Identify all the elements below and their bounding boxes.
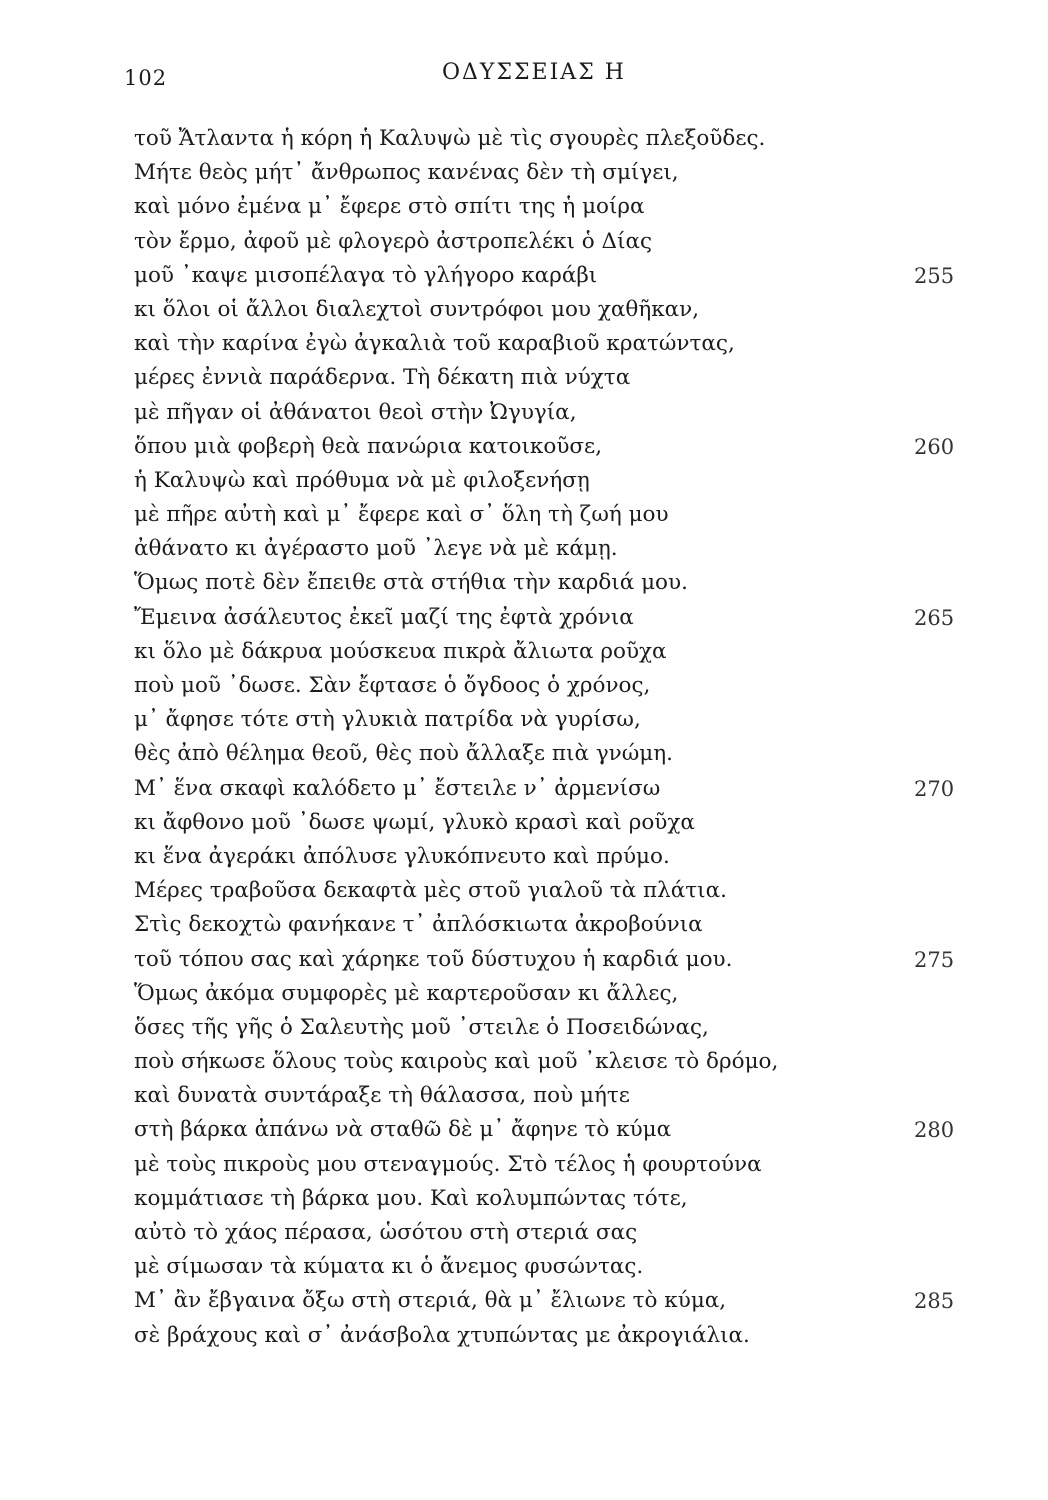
verse-text: Ἔμεινα ἀσάλευτος ἐκεῖ μαζί της ἐφτὰ χρόνια xyxy=(134,604,634,630)
verse-text: καὶ δυνατὰ συντάραξε τὴ θάλασσα, ποὺ μήτε xyxy=(134,1083,630,1109)
verse-line xyxy=(134,703,974,737)
page-number: 102 xyxy=(124,66,168,90)
verse-text: κι ἕνα ἀγεράκι ἀπόλυσε γλυκόπνευτο καὶ πρύμο. xyxy=(134,843,670,869)
verse-text: ἡ Καλυψὼ καὶ πρόθυμα νὰ μὲ φιλοξενήσῃ xyxy=(134,467,590,493)
verse-line xyxy=(134,601,974,635)
verse-text: κι ὅλοι οἱ ἄλλοι διαλεχτοὶ συντρόφοι μου χαθῆκαν, xyxy=(134,296,700,322)
verse-line xyxy=(134,464,974,498)
verse-text: καὶ μόνο ἐμένα μ᾿ ἔφερε στὸ σπίτι της ἡ μοίρα xyxy=(134,194,645,220)
verse-line xyxy=(134,293,974,327)
verse-line xyxy=(134,806,974,840)
verse-line xyxy=(134,737,974,771)
verse-line xyxy=(134,1250,974,1284)
verse-line xyxy=(134,430,974,464)
verse-line xyxy=(134,156,974,190)
verse-text: Μ᾿ ἂν ἔβγαινα ὄξω στὴ στεριά, θὰ μ᾿ ἔλιωνε τὸ κύμα, xyxy=(134,1288,727,1314)
verse-line xyxy=(134,532,974,566)
verse-line xyxy=(134,1045,974,1079)
verse-line xyxy=(134,669,974,703)
verse-line xyxy=(134,396,974,430)
verse-text: ποὺ σήκωσε ὅλους τοὺς καιροὺς καὶ μοῦ ᾿κλεισε τὸ δρόμο, xyxy=(134,1049,779,1075)
verse-line xyxy=(134,1216,974,1250)
verse-line xyxy=(134,122,974,156)
line-number: 270 xyxy=(914,776,955,801)
line-number: 260 xyxy=(914,434,955,459)
verse-line xyxy=(134,566,974,600)
verse-text: σὲ βράχους καὶ σ᾿ ἀνάσβολα χτυπώντας με ἀκρογιάλια. xyxy=(134,1322,750,1348)
verse-line xyxy=(134,190,974,224)
verse-text: κι ἄφθονο μοῦ ᾿δωσε ψωμί, γλυκὸ κρασὶ καὶ ροῦχα xyxy=(134,809,695,835)
verse-line xyxy=(134,1011,974,1045)
verse-line xyxy=(134,1284,974,1318)
verse-line xyxy=(134,977,974,1011)
verse-line xyxy=(134,259,974,293)
verse-line xyxy=(134,635,974,669)
verse-text: μέρες ἐννιὰ παράδερνα. Τὴ δέκατη πιὰ νύχτα xyxy=(134,365,631,391)
verse-text: μὲ τοὺς πικροὺς μου στεναγμούς. Στὸ τέλος ἡ φουρτούνα xyxy=(134,1151,762,1177)
verse-line xyxy=(134,874,974,908)
verse-text: ποὺ μοῦ ᾿δωσε. Σὰν ἔφτασε ὁ ὄγδοος ὁ χρόνος, xyxy=(134,673,651,698)
verse-text: θὲς ἀπὸ θέλημα θεοῦ, θὲς ποὺ ἄλλαξε πιὰ γνώμη. xyxy=(134,741,673,767)
verse-text: μὲ πῆρε αὐτὴ καὶ μ᾿ ἔφερε καὶ σ᾿ ὅλη τὴ ζωή μου xyxy=(134,502,669,528)
verse-text: Στὶς δεκοχτὼ φανήκανε τ᾿ ἀπλόσκιωτα ἀκροβούνια xyxy=(134,912,703,938)
verse-line xyxy=(134,225,974,259)
verse-text: μ᾿ ἄφησε τότε στὴ γλυκιὰ πατρίδα νὰ γυρίσω, xyxy=(134,707,641,733)
verse-text: κομμάτιασε τὴ βάρκα μου. Καὶ κολυμπώντας τότε, xyxy=(134,1185,688,1211)
verse-line xyxy=(134,840,974,874)
verse-text: Μήτε θεὸς μήτ᾿ ἄνθρωπος κανένας δὲν τὴ σμίγει, xyxy=(134,160,679,186)
verse-text: μὲ πῆγαν οἱ ἀθάνατοι θεοὶ στὴν Ὠγυγία, xyxy=(134,399,577,425)
verse-text: Μ᾿ ἕνα σκαφὶ καλόδετο μ᾿ ἔστειλε ν᾿ ἀρμενίσω xyxy=(134,775,661,801)
verse-line xyxy=(134,908,974,942)
verse-line xyxy=(134,1182,974,1216)
verse-text: αὐτὸ τὸ χάος πέρασα, ὡσότου στὴ στεριά σας xyxy=(134,1220,638,1245)
line-number: 275 xyxy=(914,947,955,972)
line-number: 285 xyxy=(914,1289,955,1314)
verse-line xyxy=(134,327,974,361)
verse-text: Ὅμως ἀκόμα συμφορὲς μὲ καρτεροῦσαν κι ἄλλες, xyxy=(134,980,679,1006)
verse-line xyxy=(134,1148,974,1182)
verse-line xyxy=(134,361,974,395)
verse-block xyxy=(134,122,974,1353)
verse-line xyxy=(134,498,974,532)
verse-line xyxy=(134,772,974,806)
verse-text: τὸν ἔρμο, ἀφοῦ μὲ φλογερὸ ἀστροπελέκι ὁ Δίας xyxy=(134,228,653,254)
running-title: ΟΔΥΣΣΕΙΑΣ Η xyxy=(442,60,626,85)
verse-text: ὅπου μιὰ φοβερὴ θεὰ πανώρια κατοικοῦσε, xyxy=(134,433,603,459)
verse-text: κι ὅλο μὲ δάκρυα μούσκευα πικρὰ ἄλιωτα ροῦχα xyxy=(134,638,667,664)
verse-line xyxy=(134,1113,974,1147)
verse-text: τοῦ Ἄτλαντα ἡ κόρη ἡ Καλυψὼ μὲ τὶς σγουρὲς πλεξοῦδες. xyxy=(134,126,766,151)
verse-text: Μέρες τραβοῦσα δεκαφτὰ μὲς στοῦ γιαλοῦ τὰ πλάτια. xyxy=(134,878,727,904)
verse-text: μὲ σίμωσαν τὰ κύματα κι ὁ ἄνεμος φυσώντας. xyxy=(134,1254,644,1280)
verse-text: μοῦ ᾿καψε μισοπέλαγα τὸ γλήγορο καράβι xyxy=(134,262,598,288)
line-number: 255 xyxy=(914,263,955,288)
verse-text: καὶ τὴν καρίνα ἐγὼ ἀγκαλιὰ τοῦ καραβιοῦ κρατώντας, xyxy=(134,331,735,357)
verse-text: Ὅμως ποτὲ δὲν ἔπειθε στὰ στήθια τὴν καρδιά μου. xyxy=(134,570,688,596)
line-number: 265 xyxy=(914,605,955,630)
line-number: 280 xyxy=(914,1118,955,1143)
verse-line xyxy=(134,943,974,977)
verse-text: ἀθάνατο κι ἀγέραστο μοῦ ᾿λεγε νὰ μὲ κάμῃ. xyxy=(134,536,618,562)
verse-text: στὴ βάρκα ἀπάνω νὰ σταθῶ δὲ μ᾿ ἄφηνε τὸ κύμα xyxy=(134,1117,672,1143)
verse-text: τοῦ τόπου σας καὶ χάρηκε τοῦ δύστυχου ἡ καρδιά μου. xyxy=(134,946,733,972)
verse-line xyxy=(134,1319,974,1353)
verse-line xyxy=(134,1079,974,1113)
verse-text: ὅσες τῆς γῆς ὁ Σαλευτὴς μοῦ ᾿στειλε ὁ Ποσειδώνας, xyxy=(134,1014,709,1040)
